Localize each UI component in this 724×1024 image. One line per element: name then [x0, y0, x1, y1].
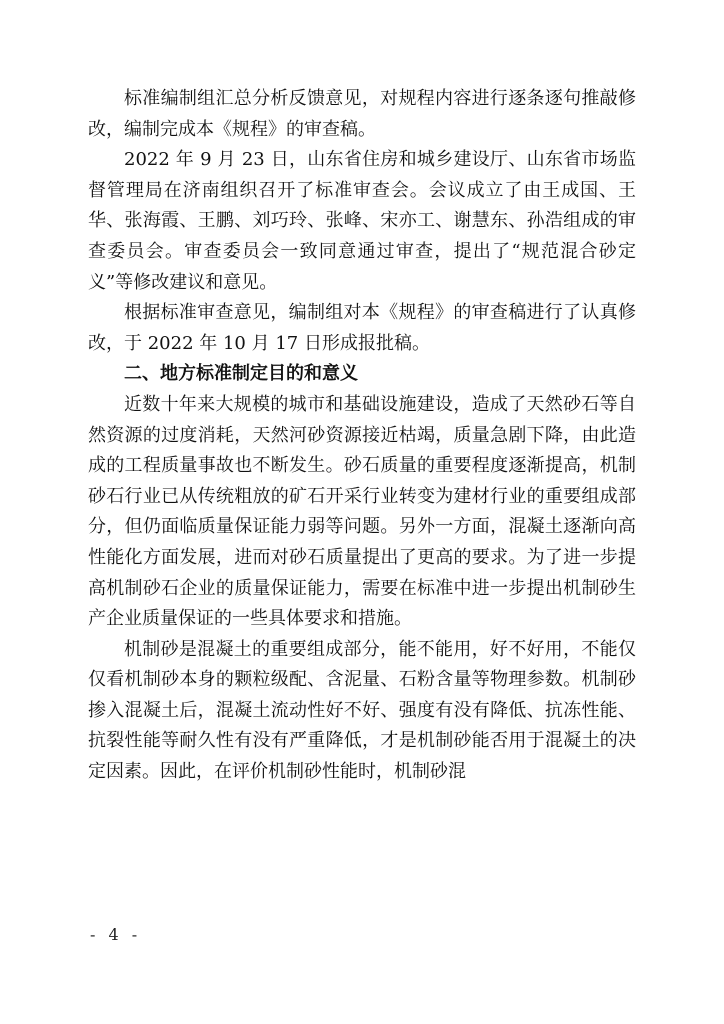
paragraph-review-meeting: 2022 年 9 月 23 日，山东省住房和城乡建设厅、山东省市场监督管理局在济南组织召开了标准审查会。会议成立了由王成国、王华、张海霞、王鹏、刘巧玲、张峰、宋亦工、谢慧东、孙浩组成的审查委员会。审查委员会一致同意通过审查，提出了“规范混合砂定义”等修改建议和意见。 [88, 149, 636, 293]
paragraph-background: 近数十年来大规模的城市和基础设施建设，造成了天然砂石等自然资源的过度消耗，天然河砂资源接近枯竭，质量急剧下降，由此造成的工程质量事故也不断发生。砂石质量的重要程度逐渐提高，机制砂石行业已从传统粗放的矿石开采行业转变为建材行业的重要组成部分，但仍面临质量保证能力弱等问题。另外一方面，混凝土逐渐向高性能化方面发展，进而对砂石质量提出了更高的要求。为了进一步提高机制砂石企业的质量保证能力，需要在标准中进一步提出机制砂生产企业质量保证的一些具体要求和措施。 [88, 393, 636, 630]
document-body [88, 84, 636, 788]
paragraph-approval-draft: 根据标准审查意见，编制组对本《规程》的审查稿进行了认真修改，于 2022 年 10 月 17 日形成报批稿。 [88, 302, 636, 354]
paragraph-manufactured-sand: 机制砂是混凝土的重要组成部分，能不能用，好不好用，不能仅仅看机制砂本身的颗粒级配、含泥量、石粉含量等物理参数。机制砂掺入混凝土后，混凝土流动性好不好、强度有没有降低、抗冻性能、抗裂性能等耐久性有没有严重降低，才是机制砂能否用于混凝土的决定因素。因此，在评价机制砂性能时，机制砂混 [88, 638, 636, 783]
paragraph-review-draft: 标准编制组汇总分析反馈意见，对规程内容进行逐条逐句推敲修改，编制完成本《规程》的审查稿。 [88, 88, 636, 140]
page-number: - 4 - [90, 925, 142, 944]
section-heading-purpose: 二、地方标准制定目的和意义 [124, 363, 358, 385]
